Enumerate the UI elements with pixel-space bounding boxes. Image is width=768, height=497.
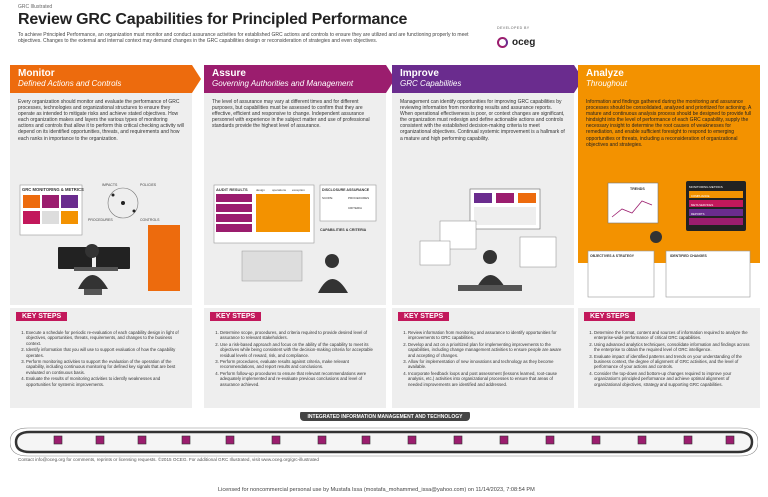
- assure-body: The level of assurance may vary at different times and for different purposes, but capabilities must be assessed to confirm that they are effective, efficient and responsive to change. Independent assurance personnel with experience in the subject matter and use of professional standards provide the highest level of assurance.: [212, 99, 370, 130]
- monitor-heading: Monitor: [18, 68, 55, 79]
- improve-subheading: GRC Capabilities: [400, 79, 462, 88]
- column-monitor: [10, 65, 192, 305]
- developed-by: DEVELOPED BY: [497, 26, 530, 30]
- svg-text:CRITERIA: CRITERIA: [348, 206, 363, 210]
- svg-text:PROCEDURES: PROCEDURES: [88, 218, 113, 222]
- svg-text:AUDIT RESULTS: AUDIT RESULTS: [216, 187, 248, 192]
- svg-text:POLICIES: POLICIES: [140, 183, 157, 187]
- key-steps-improve: [392, 308, 574, 408]
- list-item: 3. Allow for implementation of new innovations and technology as they become available.: [408, 359, 566, 370]
- list-item: 4. Consider the top-down and bottom-up changes required to improve your organization's principled performance and achieve optimal alignment of organizational objectives, strategy and supporting GRC capabilities.: [594, 371, 752, 387]
- oceg-logo[interactable]: [497, 37, 535, 48]
- column-assure: [204, 65, 386, 305]
- list-item: 2. Develop and act on a prioritized plan for implementing improvements to the capabilities, including change management activities to ensure people are aware and accepting of changes.: [408, 342, 566, 358]
- intro-text: To achieve Principled Performance, an organization must monitor and conduct assurance activities for established GRC actions and controls to ensure they are utilized and are functioning properly to meet objectives. Changes to the external and internal context may demand changes in the GRC capabilities design or reconsideration of strategies and even objectives.: [18, 32, 469, 45]
- monitor-body: Every organization should monitor and evaluate the performance of GRC processes, technologies and organizational structures to ensure they operate as intended to mitigate risks and achieve stated objectives. How each organization makes and layers the various types of monitoring actions and controls that allow it to perform this critical checking activity will depend on its identified opportunities, threats, and requirements and how each ranks in importance to the organization.: [18, 99, 184, 142]
- analyze-illustration: [586, 181, 752, 299]
- data-track-illustration: [10, 412, 758, 474]
- svg-text:REPORTS: REPORTS: [691, 212, 705, 216]
- list-item: 4. Evaluate the results of monitoring activities to identify weaknesses and opportunities for systemic improvements.: [26, 376, 184, 387]
- svg-text:META SERVICES: META SERVICES: [691, 203, 714, 207]
- key-steps-label: KEY STEPS: [210, 312, 261, 321]
- key-steps-analyze: [578, 308, 760, 408]
- svg-text:OBJECTIVES & STRATEGY: OBJECTIVES & STRATEGY: [590, 254, 635, 258]
- list-item: 1. Determine the format, content and sources of information required to analyze the enterprise-wide performance of critical GRC capabilities.: [594, 330, 752, 341]
- key-steps-label: KEY STEPS: [16, 312, 67, 321]
- svg-text:IDENTIFIED CHANGES: IDENTIFIED CHANGES: [670, 254, 707, 258]
- analyze-band: [578, 65, 760, 93]
- svg-text:exception: exception: [292, 188, 305, 192]
- analyze-body: Information and findings gathered during the monitoring and assurance processes should be consolidated, analyzed and prioritized for actioning. A mature and continuous analysis process should be designed to provide full hindsight into the level of performance of each GRC capability, supply the necessary insight to determine the root causes of weaknesses for remediation, and enable sufficient foresight to respond to emerging opportunities or threats, including a reconsideration of organizational objectives and strategies.: [586, 99, 752, 148]
- improve-illustration: [400, 181, 566, 299]
- list-item: 2. Using advanced analytics techniques, consolidate information and findings across the enterprise to obtain the required level of GRC intelligence.: [594, 342, 752, 353]
- column-analyze: [578, 65, 760, 305]
- list-item: 2. Identify information that you will use to support evaluation of how the capability operates.: [26, 347, 184, 358]
- key-steps-monitor-list: [10, 326, 192, 387]
- kicker: GRC Illustrated: [18, 4, 53, 10]
- list-item: 2. Use a risk-based approach and focus on the ability of the capability to meet its objectives while being consistent with the decision-making criteria for acceptable residual levels of reward, risk, and compliance.: [220, 342, 378, 358]
- key-steps-label: KEY STEPS: [398, 312, 449, 321]
- list-item: 1. Determine scope, procedures, and criteria required to provide desired level of assurance to relevant stakeholders.: [220, 330, 378, 341]
- assure-band: [204, 65, 386, 93]
- key-steps-improve-list: [392, 326, 574, 387]
- logo-text: oceg: [512, 37, 536, 48]
- assure-subheading: Governing Authorities and Management: [212, 79, 354, 88]
- improve-band: [392, 65, 574, 93]
- svg-text:CONTROLS: CONTROLS: [140, 218, 160, 222]
- analyze-heading: Analyze: [586, 68, 624, 79]
- logo-mark-icon: [497, 37, 508, 48]
- list-item: 3. Perform monitoring activities to support the evaluation of the operation of the capability, including continuous monitoring for defined key signals that are best evaluated on continuous basis.: [26, 359, 184, 375]
- svg-text:CAPABILITIES & CRITERIA: CAPABILITIES & CRITERIA: [320, 228, 367, 232]
- key-steps-assure: [204, 308, 386, 408]
- key-steps-label: KEY STEPS: [584, 312, 635, 321]
- svg-text:operations: operations: [272, 188, 287, 192]
- banner-label: INTEGRATED INFORMATION MANAGEMENT AND TECHNOLOGY: [307, 414, 463, 420]
- improve-body: Management can identify opportunities for improving GRC capabilities by reviewing information from monitoring results and assurance reports. When operational effectiveness is poor, or context changes are significant, the organization must redesign and define actionable actions and controls consistent with the established decision-making criteria to meet organizational objectives. Continual systemic improvement is a hallmark of a mature and high performing capability.: [400, 99, 565, 142]
- list-item: 4. Incorporate feedback loops and post assessment (lessons learned, root-cause analysis, etc.) activities into organizational processes to ensure that areas of needed improvements are identified and addressed.: [408, 371, 566, 387]
- key-steps-assure-list: [204, 326, 386, 387]
- monitor-illustration: [18, 181, 184, 299]
- list-item: 3. Perform procedures, evaluate results against criteria, make relevant recommendations, and report results and conclusions.: [220, 359, 378, 370]
- list-item: 4. Perform follow-up procedures to ensure that relevant recommendations were adequately implemented and re-evaluate previous conclusions and level of assurance achieved.: [220, 371, 378, 387]
- footer-contact: Contact info@oceg.org for comments, reprints or licensing requests. ©2015 OCEG. For additional GRC Illustrated, visit www.oceg.org/grc-illustrated: [18, 457, 319, 462]
- license-notice: Licensed for noncommercial personal use by Mustafa Issa (mostafa_mohammed_issa@yahoo.com) on 11/14/2023, 7:08:54 PM: [218, 487, 535, 493]
- svg-text:SCOPE: SCOPE: [322, 196, 333, 200]
- list-item: 1. Review information from monitoring and assurance to identify opportunities for improvements to GRC capabilities.: [408, 330, 566, 341]
- svg-text:MONITORING METRICS: MONITORING METRICS: [689, 185, 723, 189]
- column-improve: [392, 65, 574, 305]
- assure-heading: Assure: [212, 68, 246, 79]
- improve-heading: Improve: [400, 68, 439, 79]
- monitor-band: [10, 65, 192, 93]
- key-steps-monitor: [10, 308, 192, 408]
- list-item: 1. Execute a schedule for periodic re-evaluation of each capability design in light of objectives, opportunities, threats, requirements, and changes to the business context.: [26, 330, 184, 346]
- svg-text:DISCLOSURE ASSURANCE: DISCLOSURE ASSURANCE: [322, 188, 370, 192]
- svg-text:PROCEDURES: PROCEDURES: [348, 196, 370, 200]
- page-title: Review GRC Capabilities for Principled Performance: [18, 11, 408, 28]
- monitor-arrow-icon: [192, 65, 201, 93]
- svg-text:TRENDS: TRENDS: [630, 187, 645, 191]
- assure-illustration: [212, 181, 378, 299]
- monitor-subheading: Defined Actions and Controls: [18, 79, 122, 88]
- analyze-subheading: Throughout: [586, 79, 627, 88]
- list-item: 3. Evaluate impact of identified patterns and trends on your understanding of the business context, the degree of alignment of GRC activities, and the level of performance of your actions and controls.: [594, 354, 752, 370]
- svg-text:IMPACTS: IMPACTS: [102, 183, 118, 187]
- key-steps-analyze-list: [578, 326, 760, 387]
- header: [18, 4, 538, 44]
- monitoring-panel-label: GRC MONITORING & METRICS: [22, 187, 84, 192]
- svg-text:design: design: [256, 188, 265, 192]
- svg-text:COMPLIANCE: COMPLIANCE: [691, 194, 710, 198]
